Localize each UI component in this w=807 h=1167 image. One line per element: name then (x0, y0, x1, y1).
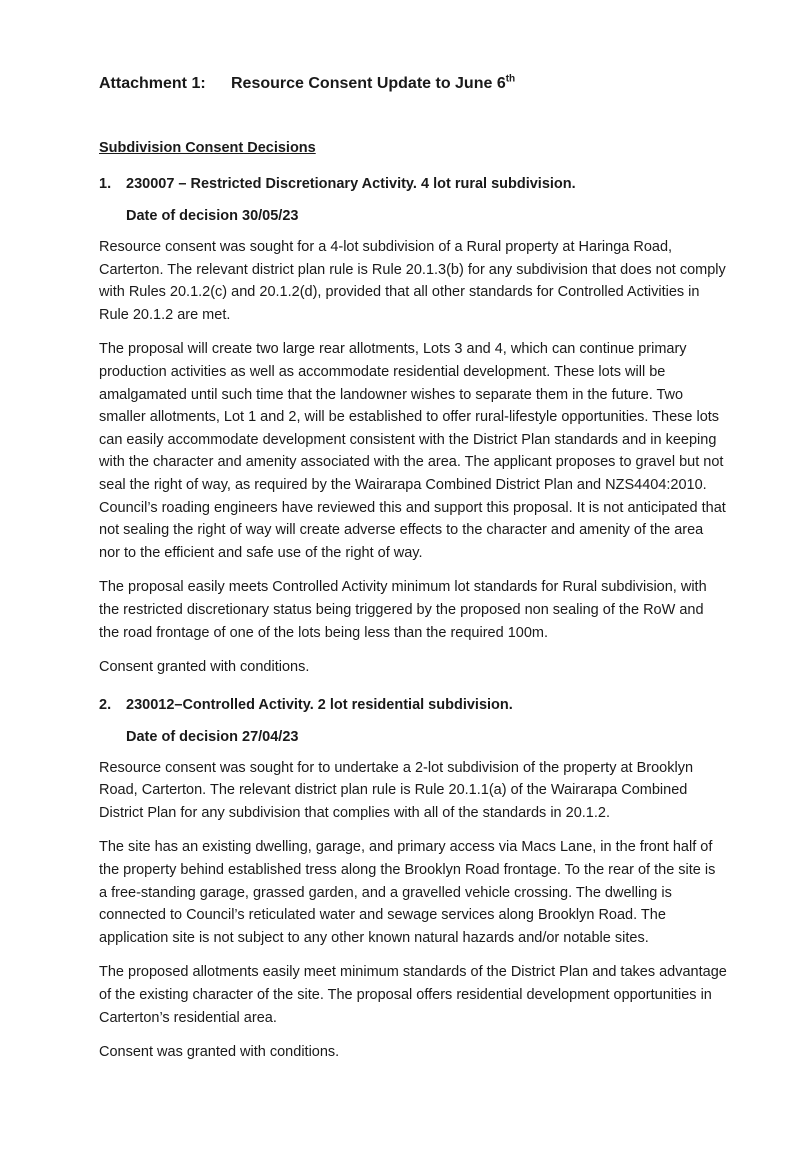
item-title: 230012–Controlled Activity. 2 lot residential subdivision. (126, 696, 513, 713)
paragraph: The proposal easily meets Controlled Activity minimum lot standards for Rural subdivision, with the restricted discretionary status being triggered by the proposed non sealing of the RoW and the road frontage of one of the lots being less than the required 100m. (99, 579, 707, 641)
paragraph: Consent was granted with conditions. (99, 1044, 340, 1061)
item-number: 2. (99, 696, 112, 713)
paragraph: The proposal will create two large rear allotments, Lots 3 and 4, which can continue primary production activities as well as accommodate residential development. These lots will be amalgamated until such time that the landowner wishes to separate them in the future. Two smaller allotments, Lot 1 and 2, will be established to offer rural-lifestyle opportunities. These lots can easily accommodate development consistent with the District Plan standards and in keeping with the character and amenity associated with the area. The applicant proposes to gravel but not seal the right of way, as required by the Wairarapa Combined District Plan and NZS4404:2010. Council’s roading engineers have reviewed this and support this proposal. It is not anticipated that not sealing the right of way will create adverse effects to the character and amenity of the area nor to the efficient and safe use of the right of way. (99, 341, 726, 561)
paragraph: Consent granted with conditions. (99, 659, 310, 676)
item-heading (99, 174, 727, 194)
decision-date: Date of decision 30/05/23 (126, 208, 299, 224)
paragraph: Resource consent was sought for to undertake a 2-lot subdivision of the property at Brooklyn Road, Carterton. The relevant district plan rule is Rule 20.1.1(a) of the Wairarapa Combined District Plan for any subdivision that complies with all of the standards in 20.1.2. (99, 759, 694, 821)
paragraph: Resource consent was sought for a 4-lot subdivision of a Rural property at Haringa Road, Carterton. The relevant district plan rule is Rule 20.1.3(b) for any subdivision that does not comply with Rules 20.1.2(c) and 20.1.2(d), provided that all other standards for Controlled Activities in Rule 20.1.2 are met. (99, 239, 726, 323)
item-heading (99, 695, 727, 715)
item-title: 230007 – Restricted Discretionary Activity. 4 lot rural subdivision. (126, 176, 576, 192)
item-number: 1. (99, 176, 112, 192)
decision-date: Date of decision 27/04/23 (126, 728, 299, 745)
consent-item-1 (99, 174, 727, 679)
paragraph: The proposed allotments easily meet minimum standards of the District Plan and takes advantage of the existing character of the site. The proposal offers residential development opportunities in Carterton’s residential area. (99, 964, 727, 1026)
attachment-title: Resource Consent Update to June 6 (231, 75, 506, 92)
paragraph: The site has an existing dwelling, garage, and primary access via Macs Lane, in the front half of the property behind established tress along the Brooklyn Road frontage. To the rear of the site is a free-standing garage, grassed garden, and a gravelled vehicle crossing. The dwelling is connected to Council’s reticulated water and sewage services along Brooklyn Road. The application site is not subject to any other known natural hazards and/or notable sites. (99, 839, 716, 946)
title-superscript: th (505, 73, 516, 85)
page-title (99, 72, 727, 96)
consent-item-2 (99, 695, 727, 1064)
section-heading: Subdivision Consent Decisions (99, 140, 316, 156)
attachment-label: Attachment 1: (99, 75, 206, 92)
